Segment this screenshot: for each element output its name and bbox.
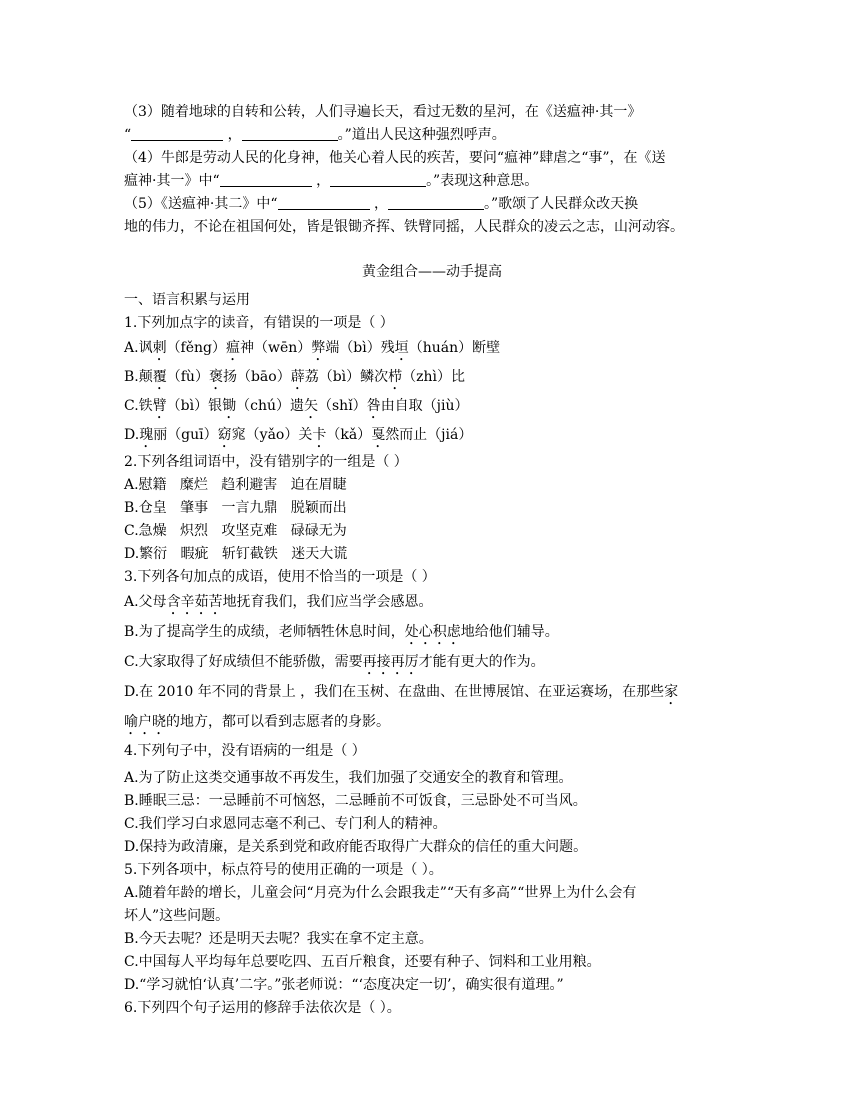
text-fragment: 讽 — [138, 340, 153, 356]
text-fragment: 的地方，都可以看到志愿者的身影。 — [166, 714, 390, 730]
q3-option-b — [124, 618, 740, 648]
text-fragment: D. — [124, 427, 140, 443]
q4-line-2 — [124, 170, 740, 193]
text-fragment: （fěng） — [166, 340, 227, 356]
q2-option-a: A.慰籍 糜烂 趋利避害 迫在眉睫 — [124, 477, 347, 493]
emphasized-text: 矢 — [304, 398, 318, 414]
text-fragment: 比 — [451, 369, 466, 385]
text-fragment: 扬 — [222, 369, 237, 385]
text-fragment: 壁 — [486, 340, 501, 356]
text-fragment: （bì） — [166, 398, 209, 414]
text-fragment: 残 — [380, 340, 395, 356]
q2-option-d: D.繁衍 暇疵 斩钉截铁 迷天大谎 — [124, 546, 348, 562]
q1-option-c — [124, 393, 740, 422]
text-fragment: （chú） — [236, 398, 290, 414]
q2-option-b: B.仓皇 肇事 一言九鼎 脱颖而出 — [124, 500, 347, 516]
q5-stem: 5.下列各项中，标点符号的使用正确的一项是（ ）。 — [124, 862, 443, 878]
emphasized-text: 咎 — [366, 398, 381, 414]
emphasized-text: 薜 — [290, 369, 305, 385]
q5-line-1 — [124, 193, 740, 216]
q4-line-1: （4）牛郎是劳动人民的化身神，他关心着人民的疾苦，要问“瘟神”肆虐之“事”，在《送 — [124, 150, 666, 166]
comma: ， — [373, 196, 388, 212]
q3-option-d-line-1 — [124, 678, 740, 708]
text-fragment: （bì） — [339, 340, 381, 356]
q4-option-c: C.我们学习白求恩同志毫不利己、专门利人的精神。 — [124, 816, 447, 832]
q3-line-2 — [124, 124, 740, 147]
emphasized-text: 覆 — [152, 369, 167, 385]
q4-head: 瘟神·其一》中“ — [124, 173, 220, 189]
emphasized-text: 刺 — [152, 340, 167, 356]
q5-option-a-line-2: 坏人”这些问题。 — [124, 908, 230, 924]
text-fragment: 关 — [298, 427, 313, 443]
emphasized-text: 褒 — [208, 369, 223, 385]
q5-head: （5）《送瘟神·其二》中“ — [124, 196, 278, 212]
answer-blank[interactable] — [330, 172, 426, 187]
text-fragment: 荔 — [304, 369, 319, 385]
text-fragment: （bì） — [318, 369, 361, 385]
document-body — [124, 101, 740, 1020]
q5-tail: 。”歌颂了人民群众改天换 — [483, 196, 639, 212]
emphasized-text: 瑰 — [139, 427, 154, 443]
q1-option-b — [124, 364, 740, 393]
emphasized-text: 喻户晓 — [124, 714, 166, 730]
text-fragment: 窕 — [231, 427, 246, 443]
emphasized-text: 窈 — [217, 427, 232, 443]
answer-blank[interactable] — [388, 195, 484, 210]
text-fragment: 地给他们辅导。 — [460, 624, 559, 640]
text-fragment: 银 — [208, 398, 223, 414]
quote-open: “ — [124, 127, 132, 143]
text-fragment: C.大家取得了好成绩但不能骄傲，需要 — [124, 654, 363, 670]
text-fragment: 地抚育我们，我们应当学会感恩。 — [222, 594, 433, 610]
answer-blank[interactable] — [242, 126, 338, 141]
text-fragment: 断 — [472, 340, 487, 356]
q5-line-2: 地的伟力，不论在祖国何处，皆是银锄齐挥、铁臂同摇，人民群众的凌云之志，山河动容。 — [124, 219, 684, 235]
emphasized-text: 栉 — [388, 369, 403, 385]
q3-stem: 3.下列各句加点的成语，使用不恰当的一项是（ ） — [124, 569, 436, 585]
q4-option-b: B.睡眠三忌：一忌睡前不可恼怒，二忌睡前不可饭食，三忌卧处不可当风。 — [124, 793, 587, 809]
q4-option-a: A.为了防止这类交通事故不再发生，我们加强了交通安全的教育和管理。 — [124, 770, 573, 786]
q4-option-d: D.保持为政清廉，是关系到党和政府能否取得广大群众的信任的重大问题。 — [124, 839, 588, 855]
text-fragment: （guī） — [167, 427, 218, 443]
q1-stem: 1.下列加点字的读音，有错误的一项是（ ） — [124, 315, 394, 331]
q3-line-1: （3）随着地球的自转和公转，人们寻遍长天，看过无数的星河，在《送瘟神·其一》 — [124, 104, 642, 120]
q3-option-a — [124, 589, 740, 618]
text-fragment: 遗 — [290, 398, 304, 414]
part-one-heading: 一、语言积累与运用 — [124, 292, 250, 308]
text-fragment: （jiù） — [422, 398, 469, 414]
q1-option-d — [124, 422, 740, 451]
q5-option-d: D.“学习就怕‘认真’二字。”张老师说：“‘态度决定一切’，确实很有道理。” — [124, 977, 564, 993]
emphasized-text: 臂 — [152, 398, 167, 414]
text-fragment: 端 — [325, 340, 340, 356]
text-fragment: 丽 — [153, 427, 168, 443]
q5-option-b: B.今天去呢？还是明天去呢？我实在拿不定主意。 — [124, 931, 433, 947]
answer-blank[interactable] — [278, 195, 370, 210]
text-fragment: （bāo） — [236, 369, 291, 385]
text-fragment: 然而止 — [385, 427, 428, 443]
emphasized-text: 弊 — [311, 340, 326, 356]
text-fragment: （fù） — [166, 369, 209, 385]
text-fragment: B.为了提高学生的成绩，老师牺牲休息时间， — [124, 624, 405, 640]
text-fragment: B. — [124, 369, 139, 385]
text-fragment: C. — [124, 398, 139, 414]
emphasized-text: 含辛茹苦 — [166, 594, 223, 610]
text-fragment: 由自取 — [380, 398, 423, 414]
emphasized-text: 垣 — [394, 340, 409, 356]
q5-option-a-line-1: A.随着年龄的增长，儿童会问“月亮为什么会跟我走”“天有多高”“世界上为什么会有 — [124, 885, 637, 901]
comma: ， — [227, 127, 242, 143]
section-title: 黄金组合——动手提高 — [362, 264, 502, 280]
text-fragment: 鳞 — [360, 369, 375, 385]
emphasized-text: 卡 — [312, 427, 327, 443]
emphasized-text: 家 — [664, 684, 679, 700]
text-fragment: 颠 — [138, 369, 153, 385]
text-fragment: （zhì） — [402, 369, 452, 385]
q4-stem: 4.下列句子中，没有语病的一组是（ ） — [124, 743, 366, 759]
q6-stem: 6.下列四个句子运用的修辞手法依次是（ ）。 — [124, 1000, 401, 1016]
text-fragment: 才能有更大的作为。 — [418, 654, 545, 670]
text-fragment: D.在 2010 年不同的背景上 ，我们在玉树、在盘曲、在世博展馆、在亚运赛场，在那些 — [124, 684, 665, 700]
q1-option-a — [124, 335, 740, 364]
text-fragment: 铁 — [138, 398, 153, 414]
answer-blank[interactable] — [131, 126, 223, 141]
q3-option-c — [124, 648, 740, 678]
text-fragment: A. — [124, 340, 139, 356]
emphasized-text: 戛 — [371, 427, 386, 443]
text-fragment: （wēn） — [254, 340, 312, 356]
text-fragment: （jiá） — [427, 427, 473, 443]
emphasized-text: 瘟 — [226, 340, 241, 356]
text-fragment: 神 — [240, 340, 255, 356]
q5-option-c: C.中国每人平均每年总要吃四、五百斤粮食，还要有种子、饲料和工业用粮。 — [124, 954, 601, 970]
text-fragment: 次 — [374, 369, 389, 385]
text-fragment: A.父母 — [124, 594, 167, 610]
q3-tail: 。”道出人民这种强烈呼声。 — [337, 127, 506, 143]
text-fragment: （shǐ） — [318, 398, 367, 414]
text-fragment: （kǎ） — [326, 427, 372, 443]
q2-stem: 2.下列各组词语中，没有错别字的一组是（ ） — [124, 454, 408, 470]
text-fragment: （yǎo） — [245, 427, 299, 443]
emphasized-text: 处心积虑 — [404, 624, 461, 640]
comma: ， — [316, 173, 331, 189]
q3-option-d-line-2 — [124, 708, 740, 738]
text-fragment: （huán） — [408, 340, 473, 356]
emphasized-text: 再接再厉 — [362, 654, 419, 670]
q2-option-c: C.急燥 炽烈 攻坚克难 碌碌无为 — [124, 523, 347, 539]
answer-blank[interactable] — [220, 172, 312, 187]
q4-tail: 。”表现这种意思。 — [426, 173, 539, 189]
emphasized-text: 锄 — [222, 398, 237, 414]
